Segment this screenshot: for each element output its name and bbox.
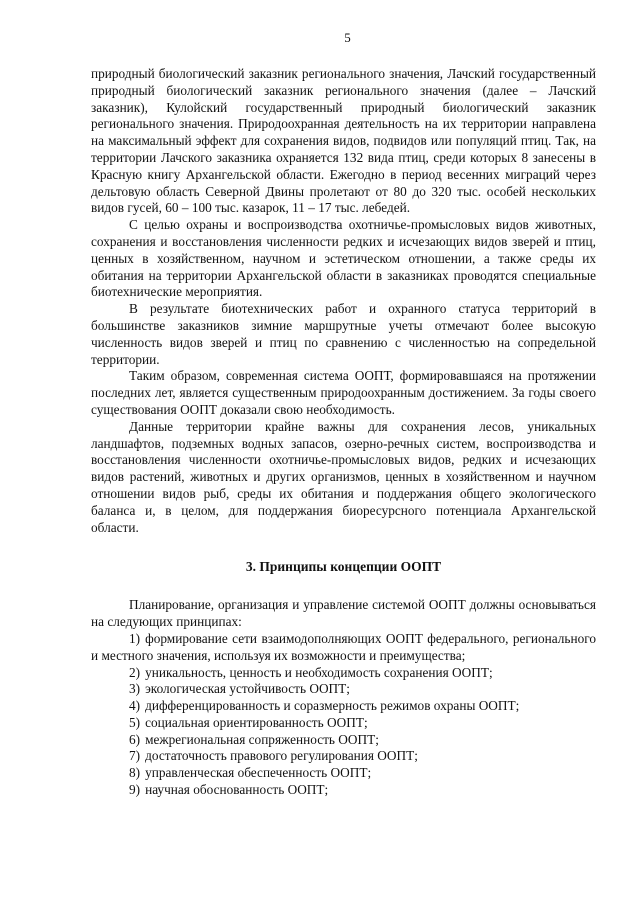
list-item-text: экологическая устойчивость ООПТ; [145, 681, 350, 697]
page-number: 5 [344, 30, 351, 45]
list-item-number: 9) [129, 782, 141, 798]
list-item-text: достаточность правового регулирования ООПТ; [145, 748, 418, 764]
list-item [91, 782, 596, 799]
list-item-text: управленческая обеспеченность ООПТ; [145, 765, 372, 781]
list-item [91, 698, 596, 715]
list-item-number: 2) [129, 664, 141, 680]
list-item-number: 7) [129, 748, 141, 764]
list-item [91, 748, 596, 765]
list-item [91, 732, 596, 749]
list-item-text: формирование сети взаимодополняющих ООПТ федерального, регионального и местного значения, используя их возможности и преимущества; [91, 630, 596, 663]
principles-intro: Планирование, организация и управление системой ООПТ должны основываться на следующих принципах: [91, 597, 596, 630]
list-item [91, 665, 596, 682]
list-item-number: 4) [129, 698, 141, 714]
list-item-text: социальная ориентированность ООПТ; [145, 714, 368, 730]
paragraph-1: природный биологический заказник регионального значения, Лачский государственный природный биологический заказник регионального значения (далее – Лачский заказник), Кулойский государственный природный биологический заказник регионального значения. Природоохранная деятельность на их территории направлена на максимальный эффект для сохранения видов, подвидов или популяций птиц. Так, на территории Лачского заказника охраняется 132 вида птиц, среди которых 8 занесены в Красную книгу Архангельской области. Ежегодно в период весенних миграций через дельтовую область Северной Двины пролетают от 80 до 320 тыс. особей нескольких видов гусей, 60 – 100 тыс. казарок, 11 – 17 тыс. лебедей. [91, 66, 596, 216]
paragraph-4: Таким образом, современная система ООПТ, формировавшаяся на протяжении последних лет, является существенным природоохранным достижением. За годы своего существования ООПТ доказали свою необходимость. [91, 368, 596, 417]
paragraph-2: С целью охраны и воспроизводства охотничье-промысловых видов животных, сохранения и восстановления численности редких и исчезающих видов зверей и птиц, ценных в хозяйственном, научном и эстетическом отношении, а также среды их обитания на территории Архангельской области в заказниках проводятся специальные биотехнические мероприятия. [91, 217, 596, 300]
list-item-number: 8) [129, 765, 141, 781]
list-item-text: дифференцированность и соразмерность режимов охраны ООПТ; [145, 698, 520, 714]
list-item-text: научная обоснованность ООПТ; [145, 782, 329, 798]
list-item [91, 765, 596, 782]
list-item-number: 6) [129, 731, 141, 747]
list-item-text: межрегиональная сопряженность ООПТ; [145, 731, 379, 747]
list-item [91, 715, 596, 732]
list-item-text: уникальность, ценность и необходимость сохранения ООПТ; [145, 664, 493, 680]
list-item-number: 5) [129, 714, 141, 730]
principles-list [91, 631, 596, 799]
list-item [91, 681, 596, 698]
section-heading: 3. Принципы концепции ООПТ [245, 559, 442, 575]
list-item-number: 3) [129, 681, 141, 697]
paragraph-3: В результате биотехнических работ и охранного статуса территорий в большинстве заказников зимние маршрутные учеты отмечают более высокую численность видов зверей и птиц по сравнению с численностью на сопредельной территории. [91, 301, 596, 367]
paragraph-5: Данные территории крайне важны для сохранения лесов, уникальных ландшафтов, подземных водных запасов, озерно-речных систем, воспроизводства и восстановления численности охотничье-промысловых видов, редких и исчезающих видов растений, животных и других организмов, ценных в хозяйственном и научном отношении видов рыб, среды их обитания и поддержания общего экологического баланса и, в целом, для поддержания биоресурсного потенциала Архангельской области. [91, 418, 596, 535]
list-item [91, 631, 596, 665]
list-item-number: 1) [129, 630, 141, 646]
